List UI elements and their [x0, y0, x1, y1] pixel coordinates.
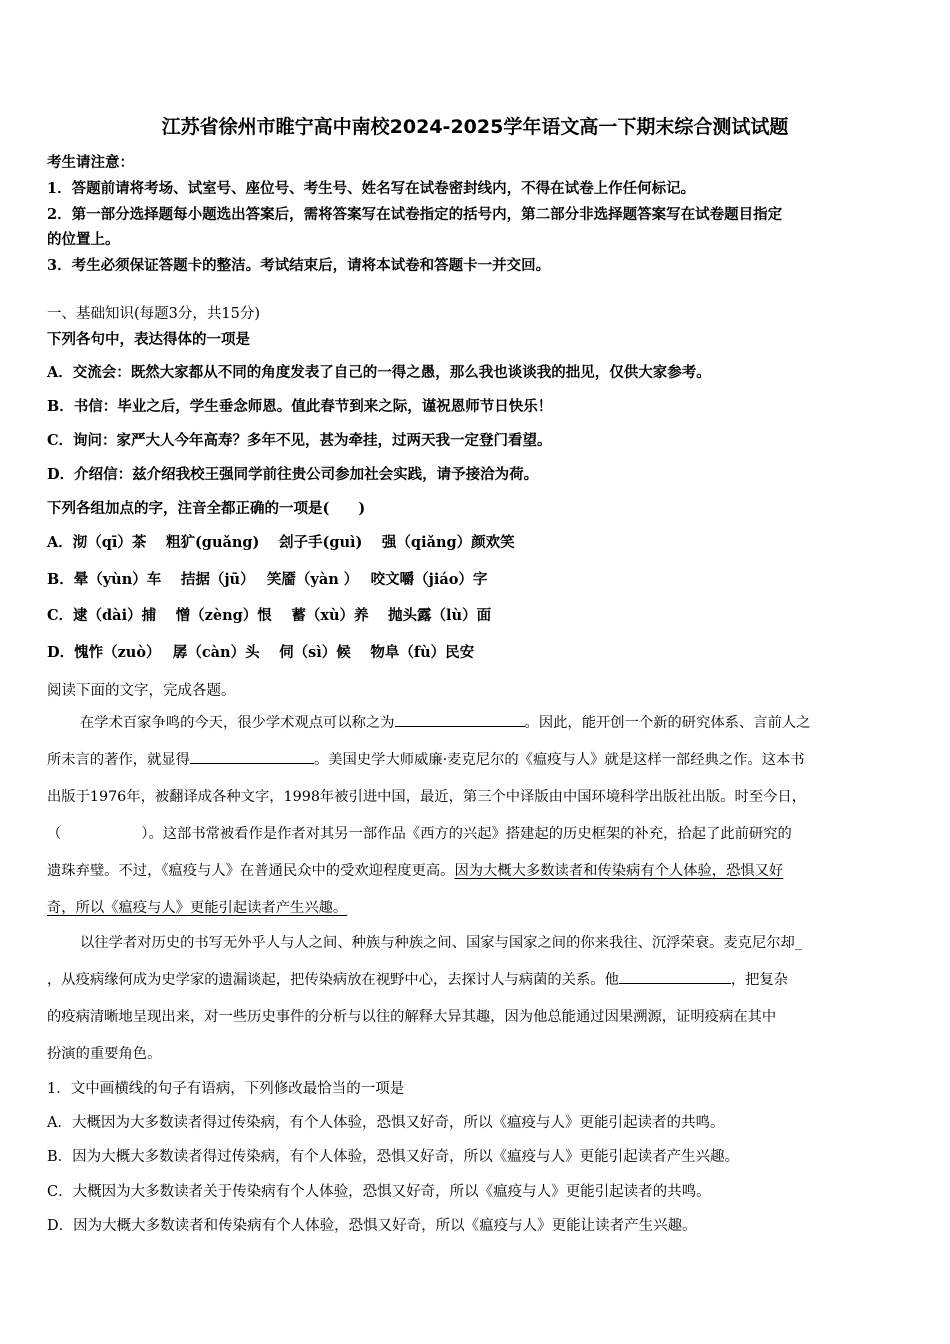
passage-text: 。因此，能开创一个新的研究体系、言前人之 [524, 715, 811, 731]
question-stem: 下列各句中，表达得体的一项是 [47, 331, 250, 348]
option-d: D．介绍信：兹介绍我校王强同学前往贵公司参加社会实践，请予接洽为荷。 [47, 466, 539, 483]
notice-item-3: 3．考生必须保证答题卡的整洁。考试结束后，请将本试卷和答题卡一并交回。 [47, 257, 551, 274]
page-title: 江苏省徐州市睢宁高中南校2024-2025学年语文高一下期末综合测试试题 [161, 116, 789, 138]
notice-item-1: 1．答题前请将考场、试室号、座位号、考生号、姓名写在试卷密封线内，不得在试卷上作任何标记。 [47, 180, 696, 197]
option-b: B．因为大概大多数读者得过传染病，有个人体验，恐惧又好奇，所以《瘟疫与人》更能引起读者产生兴趣。 [47, 1149, 740, 1165]
option-b: B．晕（yùn）车 拮据（jū） 笑靥（yàn ） 咬文嚼（jiáo）字 [47, 571, 488, 588]
passage-line: 扮演的重要角色。 [47, 1046, 162, 1062]
passage-text: （ [47, 826, 62, 842]
option-a: A．大概因为大多数读者得过传染病，有个人体验，恐惧又好奇，所以《瘟疫与人》更能引起读者的共鸣。 [47, 1115, 725, 1131]
option-c: C．逮（dài）捕 憎（zèng）恨 蓄（xù）养 抛头露（lù）面 [47, 607, 492, 624]
option-c: C．询问：家严大人今年高寿？多年不见，甚为牵挂，过两天我一定登门看望。 [47, 432, 552, 449]
passage-line: 出版于1976年，被翻译成各种文字，1998年被引进中国，最近，第三个中译版由中国环境科学出版社出版。时至今日， [47, 789, 807, 805]
notice-heading: 考生请注意： [47, 154, 134, 171]
answer-blank[interactable] [190, 749, 314, 764]
notice-item-2: 2．第一部分选择题每小题选出答案后，需将答案写在试卷指定的括号内，第二部分非选择题答案写在试卷题目指定 [47, 206, 783, 223]
passage-text: 所未言的著作，就显得 [47, 752, 190, 768]
passage-line [80, 712, 810, 732]
underlined-sentence: 因为大概大多数读者和传染病有个人体验，恐惧又好 [454, 863, 784, 879]
passage-line [47, 823, 792, 843]
option-c: C．大概因为大多数读者关于传染病有个人体验，恐惧又好奇，所以《瘟疫与人》更能引起读者的共鸣。 [47, 1184, 711, 1200]
passage-line [47, 897, 347, 917]
passage-line [47, 969, 788, 989]
option-b: B．书信：毕业之后，学生垂念师恩。值此春节到来之际，谨祝恩师节日快乐！ [47, 398, 553, 415]
answer-blank[interactable] [395, 712, 525, 727]
question-stem: 下列各组加点的字，注音全都正确的一项是( ) [47, 500, 366, 517]
answer-blank[interactable] [619, 969, 731, 984]
option-a: A．沏（qī）茶 粗犷(guǎng) 刽子手(guì) 强（qiǎng）颜欢笑 [47, 534, 515, 551]
passage-text: 遗珠弃璧。不过，《瘟疫与人》在普通民众中的受欢迎程度更高。 [47, 863, 455, 879]
passage-text: ，把复杂 [730, 972, 789, 988]
question-stem: 1．文中画横线的句子有语病，下列修改最恰当的一项是 [47, 1081, 405, 1097]
option-a: A．交流会：既然大家都从不同的角度发表了自己的一得之愚，那么我也谈谈我的拙见，仅供大家参考。 [47, 364, 711, 381]
passage-line: 的疫病清晰地呈现出来，对一些历史事件的分析与以往的解释大异其趣，因为他总能通过因果溯源，证明疫病在其中 [47, 1009, 777, 1025]
option-d: D．因为大概大多数读者和传染病有个人体验，恐惧又好奇，所以《瘟疫与人》更能让读者产生兴趣。 [47, 1218, 697, 1234]
underlined-sentence: 奇，所以《瘟疫与人》更能引起读者产生兴趣。 [47, 900, 348, 916]
reading-intro: 阅读下面的文字，完成各题。 [47, 683, 236, 699]
passage-text: ，从疫病缘何成为史学家的遗漏谈起，把传染病放在视野中心，去探讨人与病菌的关系。他 [47, 972, 619, 988]
section-heading: 一、基础知识(每题3分，共15分) [47, 306, 260, 322]
passage-line: 以往学者对历史的书写无外乎人与人之间、种族与种族之间、国家与国家之间的你来我往、沉浮荣衰。麦克尼尔却_ [80, 935, 802, 951]
notice-item-2-cont: 的位置上。 [47, 231, 120, 248]
passage-text: 。美国史学大师威廉·麦克尼尔的《瘟疫与人》就是这样一部经典之作。这本书 [313, 752, 805, 768]
passage-line [47, 860, 783, 880]
passage-text: 在学术百家争鸣的今天，很少学术观点可以称之为 [80, 715, 395, 731]
passage-text: ）。这部书常被看作是作者对其另一部作品《西方的兴起》搭建起的历史框架的补充，拾起了此前研究的 [141, 826, 792, 842]
passage-line [47, 749, 805, 769]
option-d: D．愧怍（zuò） 孱（càn）头 伺（sì）候 物阜（fù）民安 [47, 644, 475, 661]
